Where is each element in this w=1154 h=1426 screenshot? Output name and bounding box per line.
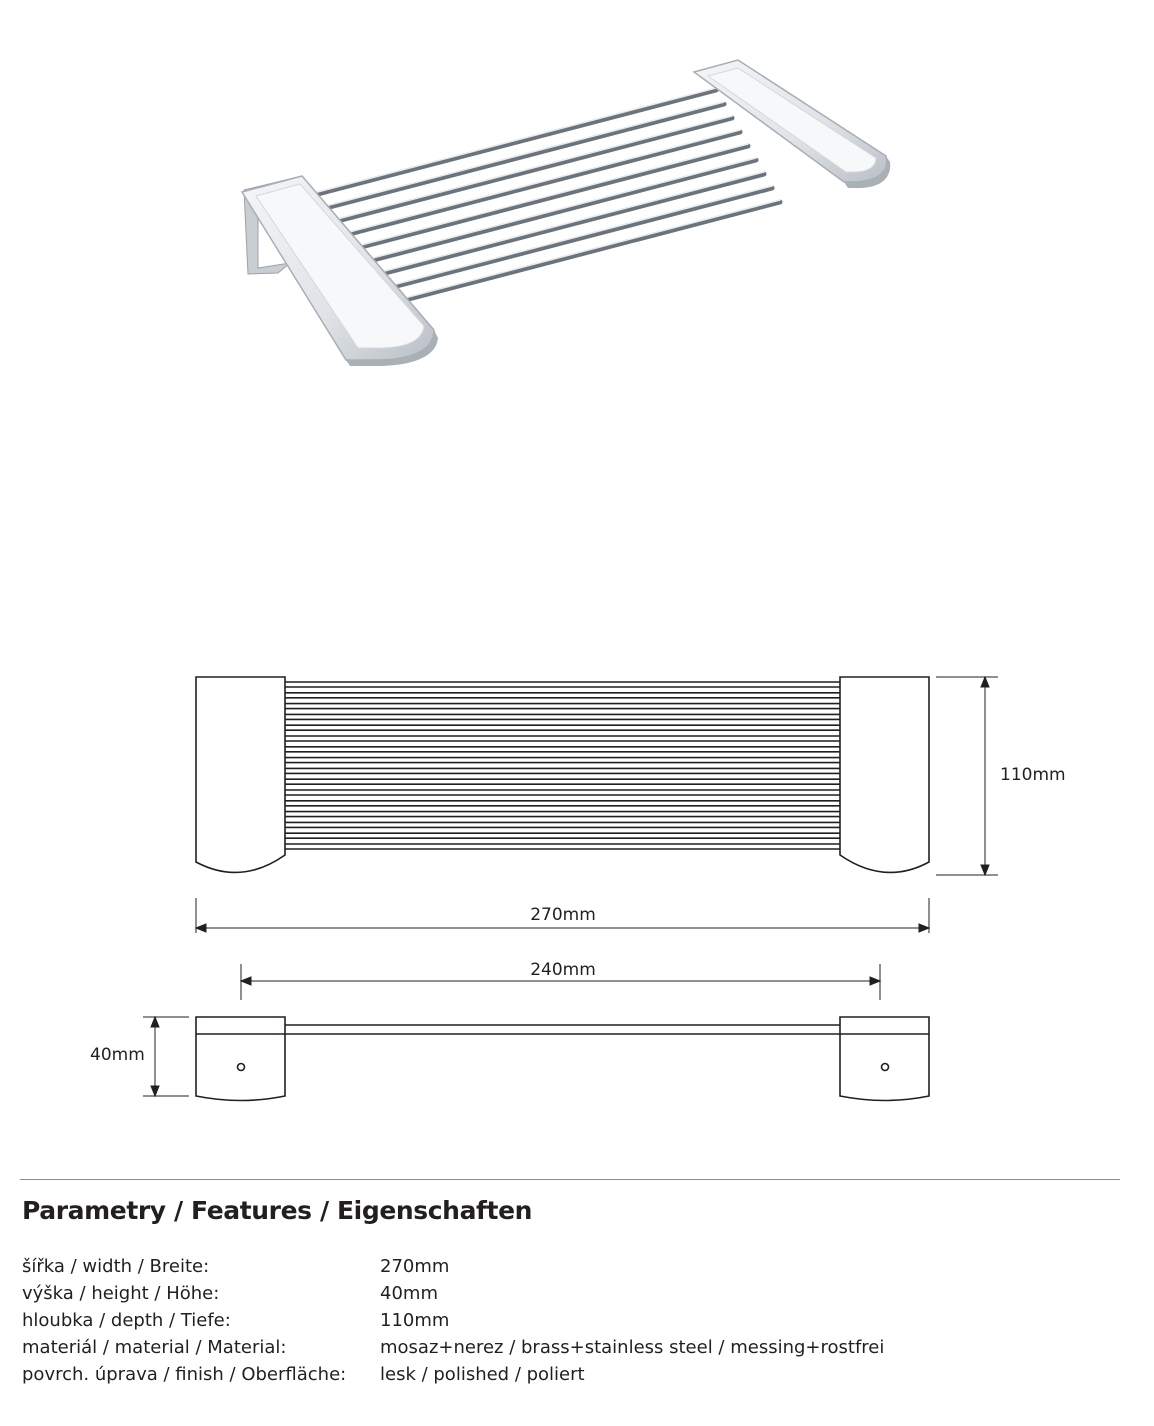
feature-row: [22, 1280, 1022, 1307]
side-view-hole-left: [238, 1064, 245, 1071]
side-view: [196, 1017, 929, 1101]
feature-value: mosaz+nerez / brass+stainless steel / messing+rostfrei: [380, 1337, 885, 1358]
feature-row: [22, 1307, 1022, 1334]
feature-value: 40mm: [380, 1283, 438, 1304]
feature-label: povrch. úprava / finish / Oberfläche:: [22, 1364, 347, 1385]
feature-value: 270mm: [380, 1256, 450, 1277]
feature-row: [22, 1253, 1022, 1280]
dimension-height: [143, 1017, 189, 1096]
top-view: [196, 677, 929, 872]
features-title: Parametry / Features / Eigenschaften: [22, 1196, 533, 1225]
feature-label: šířka / width / Breite:: [22, 1256, 210, 1277]
section-divider: [20, 1179, 1120, 1180]
feature-row: [22, 1361, 1022, 1388]
dimension-height-label: 40mm: [90, 1045, 145, 1065]
feature-value: 110mm: [380, 1310, 450, 1331]
product-photo: [238, 58, 898, 368]
dimension-depth-label: 110mm: [1000, 765, 1066, 785]
feature-label: hloubka / depth / Tiefe:: [22, 1310, 231, 1331]
dimension-width-label: 270mm: [530, 905, 596, 925]
feature-value: lesk / polished / poliert: [380, 1364, 585, 1385]
dimension-depth: [936, 677, 998, 875]
feature-label: materiál / material / Material:: [22, 1337, 287, 1358]
side-view-hole-right: [882, 1064, 889, 1071]
feature-label: výška / height / Höhe:: [22, 1283, 220, 1304]
top-view-rods: [285, 682, 840, 849]
technical-drawing: [0, 600, 1154, 1160]
feature-row: [22, 1334, 1022, 1361]
features-table: [22, 1253, 1022, 1388]
dimension-span-label: 240mm: [530, 960, 596, 980]
